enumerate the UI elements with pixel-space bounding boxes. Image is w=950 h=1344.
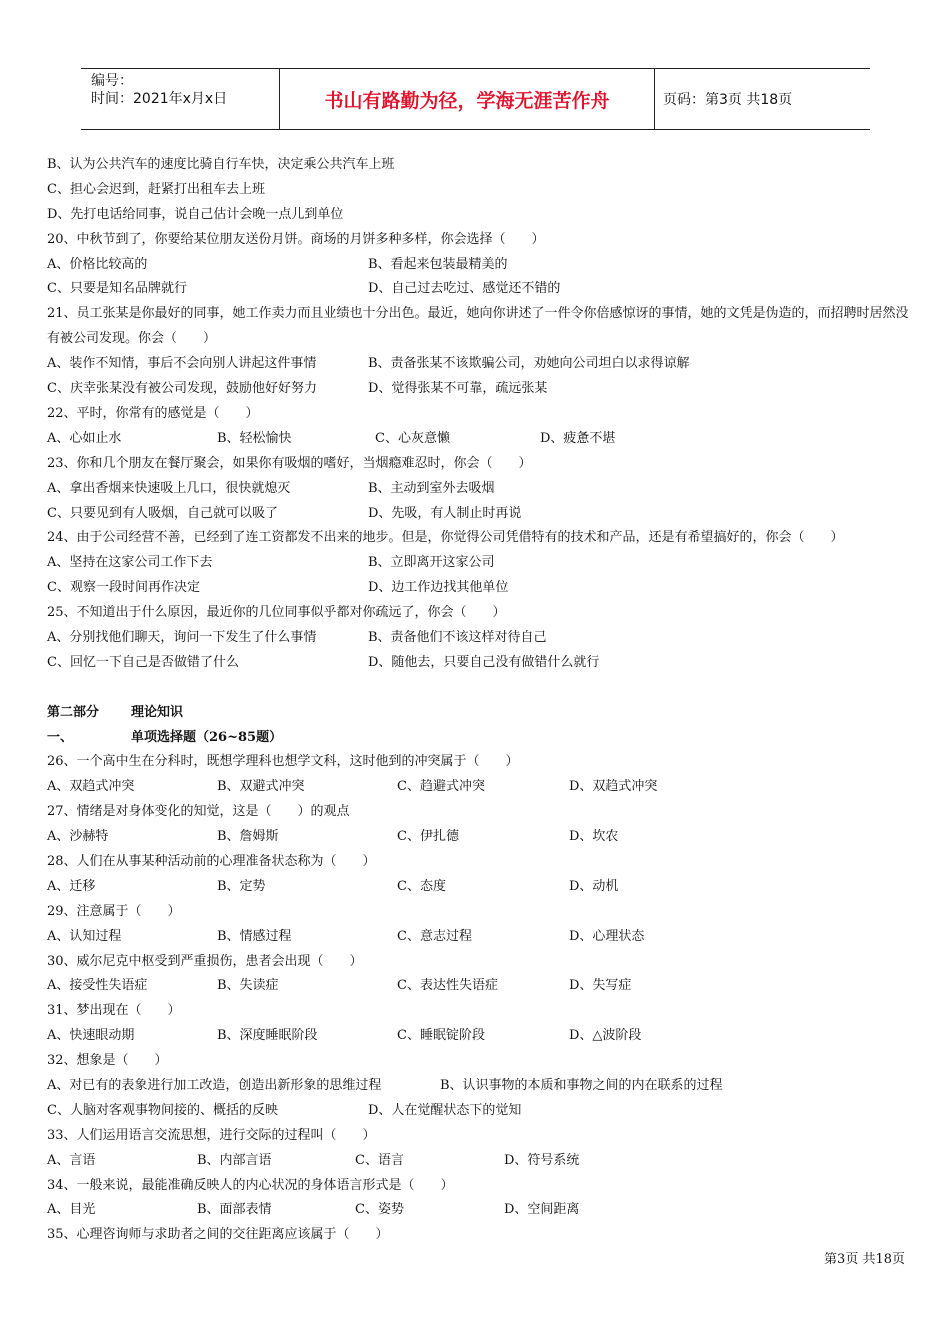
option-row bbox=[47, 477, 917, 502]
header-motto: 书山有路勤为径，学海无涯苦作舟 bbox=[280, 69, 655, 129]
answer-option: B、面部表情 bbox=[197, 1202, 272, 1218]
text-line: 27、情绪是对身体变化的知觉，这是（ ）的观点 bbox=[47, 804, 350, 820]
text-line: 32、想象是（ ） bbox=[47, 1053, 168, 1069]
option-row bbox=[47, 875, 917, 900]
answer-option: B、认识事物的本质和事物之间的内在联系的过程 bbox=[440, 1077, 723, 1093]
section-heading bbox=[47, 726, 917, 751]
answer-option: D、随他去，只要自己没有做错什么就行 bbox=[368, 654, 600, 670]
text-line: 20、中秋节到了，你要给某位朋友送份月饼。商场的月饼多种多样，你会选择（ ） bbox=[47, 231, 545, 247]
text-line: 35、心理咨询师与求助者之间的交往距离应该属于（ ） bbox=[47, 1227, 389, 1243]
text-line: 25、不知道出于什么原因，最近你的几位同事似乎都对你疏远了，你会（ ） bbox=[47, 605, 506, 621]
text-line: 31、梦出现在（ ） bbox=[47, 1003, 181, 1019]
answer-option: D、△波阶段 bbox=[569, 1028, 642, 1044]
blank-line bbox=[47, 676, 917, 701]
answer-option: B、责备他们不该这样对待自己 bbox=[368, 629, 547, 645]
answer-option: C、人脑对客观事物间接的、概括的反映 bbox=[47, 1102, 278, 1118]
answer-option: D、疲惫不堪 bbox=[540, 430, 616, 446]
text-line: 29、注意属于（ ） bbox=[47, 903, 181, 919]
text-line: 23、你和几个朋友在餐厅聚会，如果你有吸烟的嗜好，当烟瘾难忍时，你会（ ） bbox=[47, 455, 532, 471]
answer-option: B、轻松愉快 bbox=[217, 430, 292, 446]
option-row bbox=[47, 253, 917, 278]
answer-option: C、睡眠锭阶段 bbox=[397, 1028, 485, 1044]
answer-option: B、看起来包装最精美的 bbox=[368, 256, 508, 272]
answer-option: D、先吸，有人制止时再说 bbox=[368, 505, 522, 521]
header-meta bbox=[81, 69, 280, 129]
answer-option: A、价格比较高的 bbox=[47, 256, 148, 272]
page-header bbox=[81, 68, 870, 130]
answer-option: A、迁移 bbox=[47, 878, 96, 894]
answer-option: A、目光 bbox=[47, 1202, 96, 1218]
answer-option: D、坎农 bbox=[569, 829, 619, 845]
option-row bbox=[47, 427, 917, 452]
answer-option: A、分别找他们聊天，询问一下发生了什么事情 bbox=[47, 629, 317, 645]
answer-option: D、失写症 bbox=[569, 978, 632, 994]
answer-option: C、回忆一下自己是否做错了什么 bbox=[47, 654, 239, 670]
header-time: 时间：2021年x月x日 bbox=[91, 91, 228, 107]
heading-part: 单项选择题（26~85题） bbox=[131, 729, 283, 745]
answer-option: B、主动到室外去吸烟 bbox=[368, 480, 495, 496]
option-row bbox=[47, 651, 917, 676]
answer-option: A、认知过程 bbox=[47, 928, 122, 944]
answer-option: B、双避式冲突 bbox=[217, 779, 305, 795]
text-line: C、担心会迟到，赶紧打出租车去上班 bbox=[47, 181, 265, 197]
answer-option: B、立即离开这家公司 bbox=[368, 555, 495, 571]
answer-option: B、情感过程 bbox=[217, 928, 292, 944]
answer-option: D、自己过去吃过、感觉还不错的 bbox=[368, 281, 561, 297]
option-row bbox=[47, 1099, 917, 1124]
answer-option: A、坚持在这家公司工作下去 bbox=[47, 555, 213, 571]
option-row bbox=[47, 1198, 917, 1223]
option-row bbox=[47, 1024, 917, 1049]
answer-option: B、内部言语 bbox=[197, 1152, 272, 1168]
page-footer: 第3页 共18页 bbox=[824, 1252, 905, 1267]
option-row bbox=[47, 377, 917, 402]
text-line: D、先打电话给同事，说自己估计会晚一点儿到单位 bbox=[47, 206, 344, 222]
text-paragraph: 21、员工张某是你最好的同事，她工作卖力而且业绩也十分出色。最近，她向你讲述了一件令你倍感惊讶的事情，她的文凭是伪造的，而招聘时居然没有被公司发现。你会（ ） bbox=[47, 306, 909, 347]
text-line: B、认为公共汽车的速度比骑自行车快，决定乘公共汽车上班 bbox=[47, 157, 395, 172]
answer-option: D、边工作边找其他单位 bbox=[368, 580, 509, 596]
heading-part: 一、 bbox=[47, 729, 74, 745]
header-number: 编号： bbox=[91, 73, 133, 89]
option-row bbox=[47, 1149, 917, 1174]
answer-option: D、符号系统 bbox=[504, 1152, 580, 1168]
option-row bbox=[47, 974, 917, 999]
header-page: 页码：第3页 共18页 bbox=[663, 92, 793, 108]
option-row bbox=[47, 551, 917, 576]
option-row bbox=[47, 277, 917, 302]
option-row bbox=[47, 502, 917, 527]
section-heading bbox=[47, 701, 917, 726]
answer-option: C、语言 bbox=[355, 1152, 404, 1168]
option-row bbox=[47, 352, 917, 377]
option-row bbox=[47, 1074, 917, 1099]
option-row bbox=[47, 825, 917, 850]
text-line: 28、人们在从事某种活动前的心理准备状态称为（ ） bbox=[47, 853, 376, 869]
answer-option: A、对已有的表象进行加工改造，创造出新形象的思维过程 bbox=[47, 1077, 382, 1093]
answer-option: D、人在觉醒状态下的觉知 bbox=[368, 1102, 522, 1118]
text-line: 26、一个高中生在分科时，既想学理科也想学文科，这时他到的冲突属于（ ） bbox=[47, 754, 519, 770]
answer-option: D、觉得张某不可靠，疏远张某 bbox=[368, 381, 548, 397]
answer-option: D、双趋式冲突 bbox=[569, 779, 658, 795]
answer-option: C、观察一段时间再作决定 bbox=[47, 580, 200, 596]
answer-option: C、趋避式冲突 bbox=[397, 779, 485, 795]
answer-option: A、言语 bbox=[47, 1152, 96, 1168]
text-line: 22、平时，你常有的感觉是（ ） bbox=[47, 405, 259, 421]
answer-option: C、心灰意懒 bbox=[375, 430, 450, 446]
answer-option: A、沙赫特 bbox=[47, 829, 109, 845]
answer-option: B、深度睡眠阶段 bbox=[217, 1028, 318, 1044]
text-line: 33、人们运用语言交流思想，进行交际的过程叫（ ） bbox=[47, 1127, 376, 1143]
text-line: 30、威尔尼克中枢受到严重损伤，患者会出现（ ） bbox=[47, 953, 363, 969]
answer-option: C、姿势 bbox=[355, 1202, 404, 1218]
answer-option: B、责备张某不该欺骗公司，劝她向公司坦白以求得谅解 bbox=[368, 356, 690, 372]
heading-part: 理论知识 bbox=[131, 704, 184, 720]
answer-option: B、定势 bbox=[217, 878, 266, 894]
answer-option: A、心如止水 bbox=[47, 430, 122, 446]
option-row bbox=[47, 626, 917, 651]
answer-option: D、空间距离 bbox=[504, 1202, 580, 1218]
answer-option: D、动机 bbox=[569, 878, 619, 894]
answer-option: A、双趋式冲突 bbox=[47, 779, 135, 795]
option-row bbox=[47, 576, 917, 601]
answer-option: C、表达性失语症 bbox=[397, 978, 498, 994]
answer-option: B、詹姆斯 bbox=[217, 829, 279, 845]
option-row bbox=[47, 775, 917, 800]
answer-option: C、伊扎德 bbox=[397, 829, 459, 845]
option-row bbox=[47, 925, 917, 950]
document-body bbox=[47, 153, 917, 1248]
answer-option: C、庆幸张某没有被公司发现，鼓励他好好努力 bbox=[47, 381, 317, 397]
text-line: 34、一般来说，最能准确反映人的内心状况的身体语言形式是（ ） bbox=[47, 1177, 454, 1193]
text-line: 24、由于公司经营不善，已经到了连工资都发不出来的地步。但是，你觉得公司凭借特有的技术和产品，还是有希望搞好的，你会（ ） bbox=[47, 530, 844, 546]
heading-part: 第二部分 bbox=[47, 704, 100, 720]
answer-option: C、只要见到有人吸烟，自己就可以吸了 bbox=[47, 505, 278, 521]
answer-option: A、装作不知情，事后不会向别人讲起这件事情 bbox=[47, 356, 317, 372]
answer-option: C、意志过程 bbox=[397, 928, 472, 944]
answer-option: C、态度 bbox=[397, 878, 446, 894]
answer-option: A、快速眼动期 bbox=[47, 1028, 135, 1044]
answer-option: A、拿出香烟来快速吸上几口，很快就熄灭 bbox=[47, 480, 291, 496]
answer-option: B、失读症 bbox=[217, 978, 279, 994]
answer-option: C、只要是知名品牌就行 bbox=[47, 281, 187, 297]
answer-option: D、心理状态 bbox=[569, 928, 645, 944]
answer-option: A、接受性失语症 bbox=[47, 978, 148, 994]
